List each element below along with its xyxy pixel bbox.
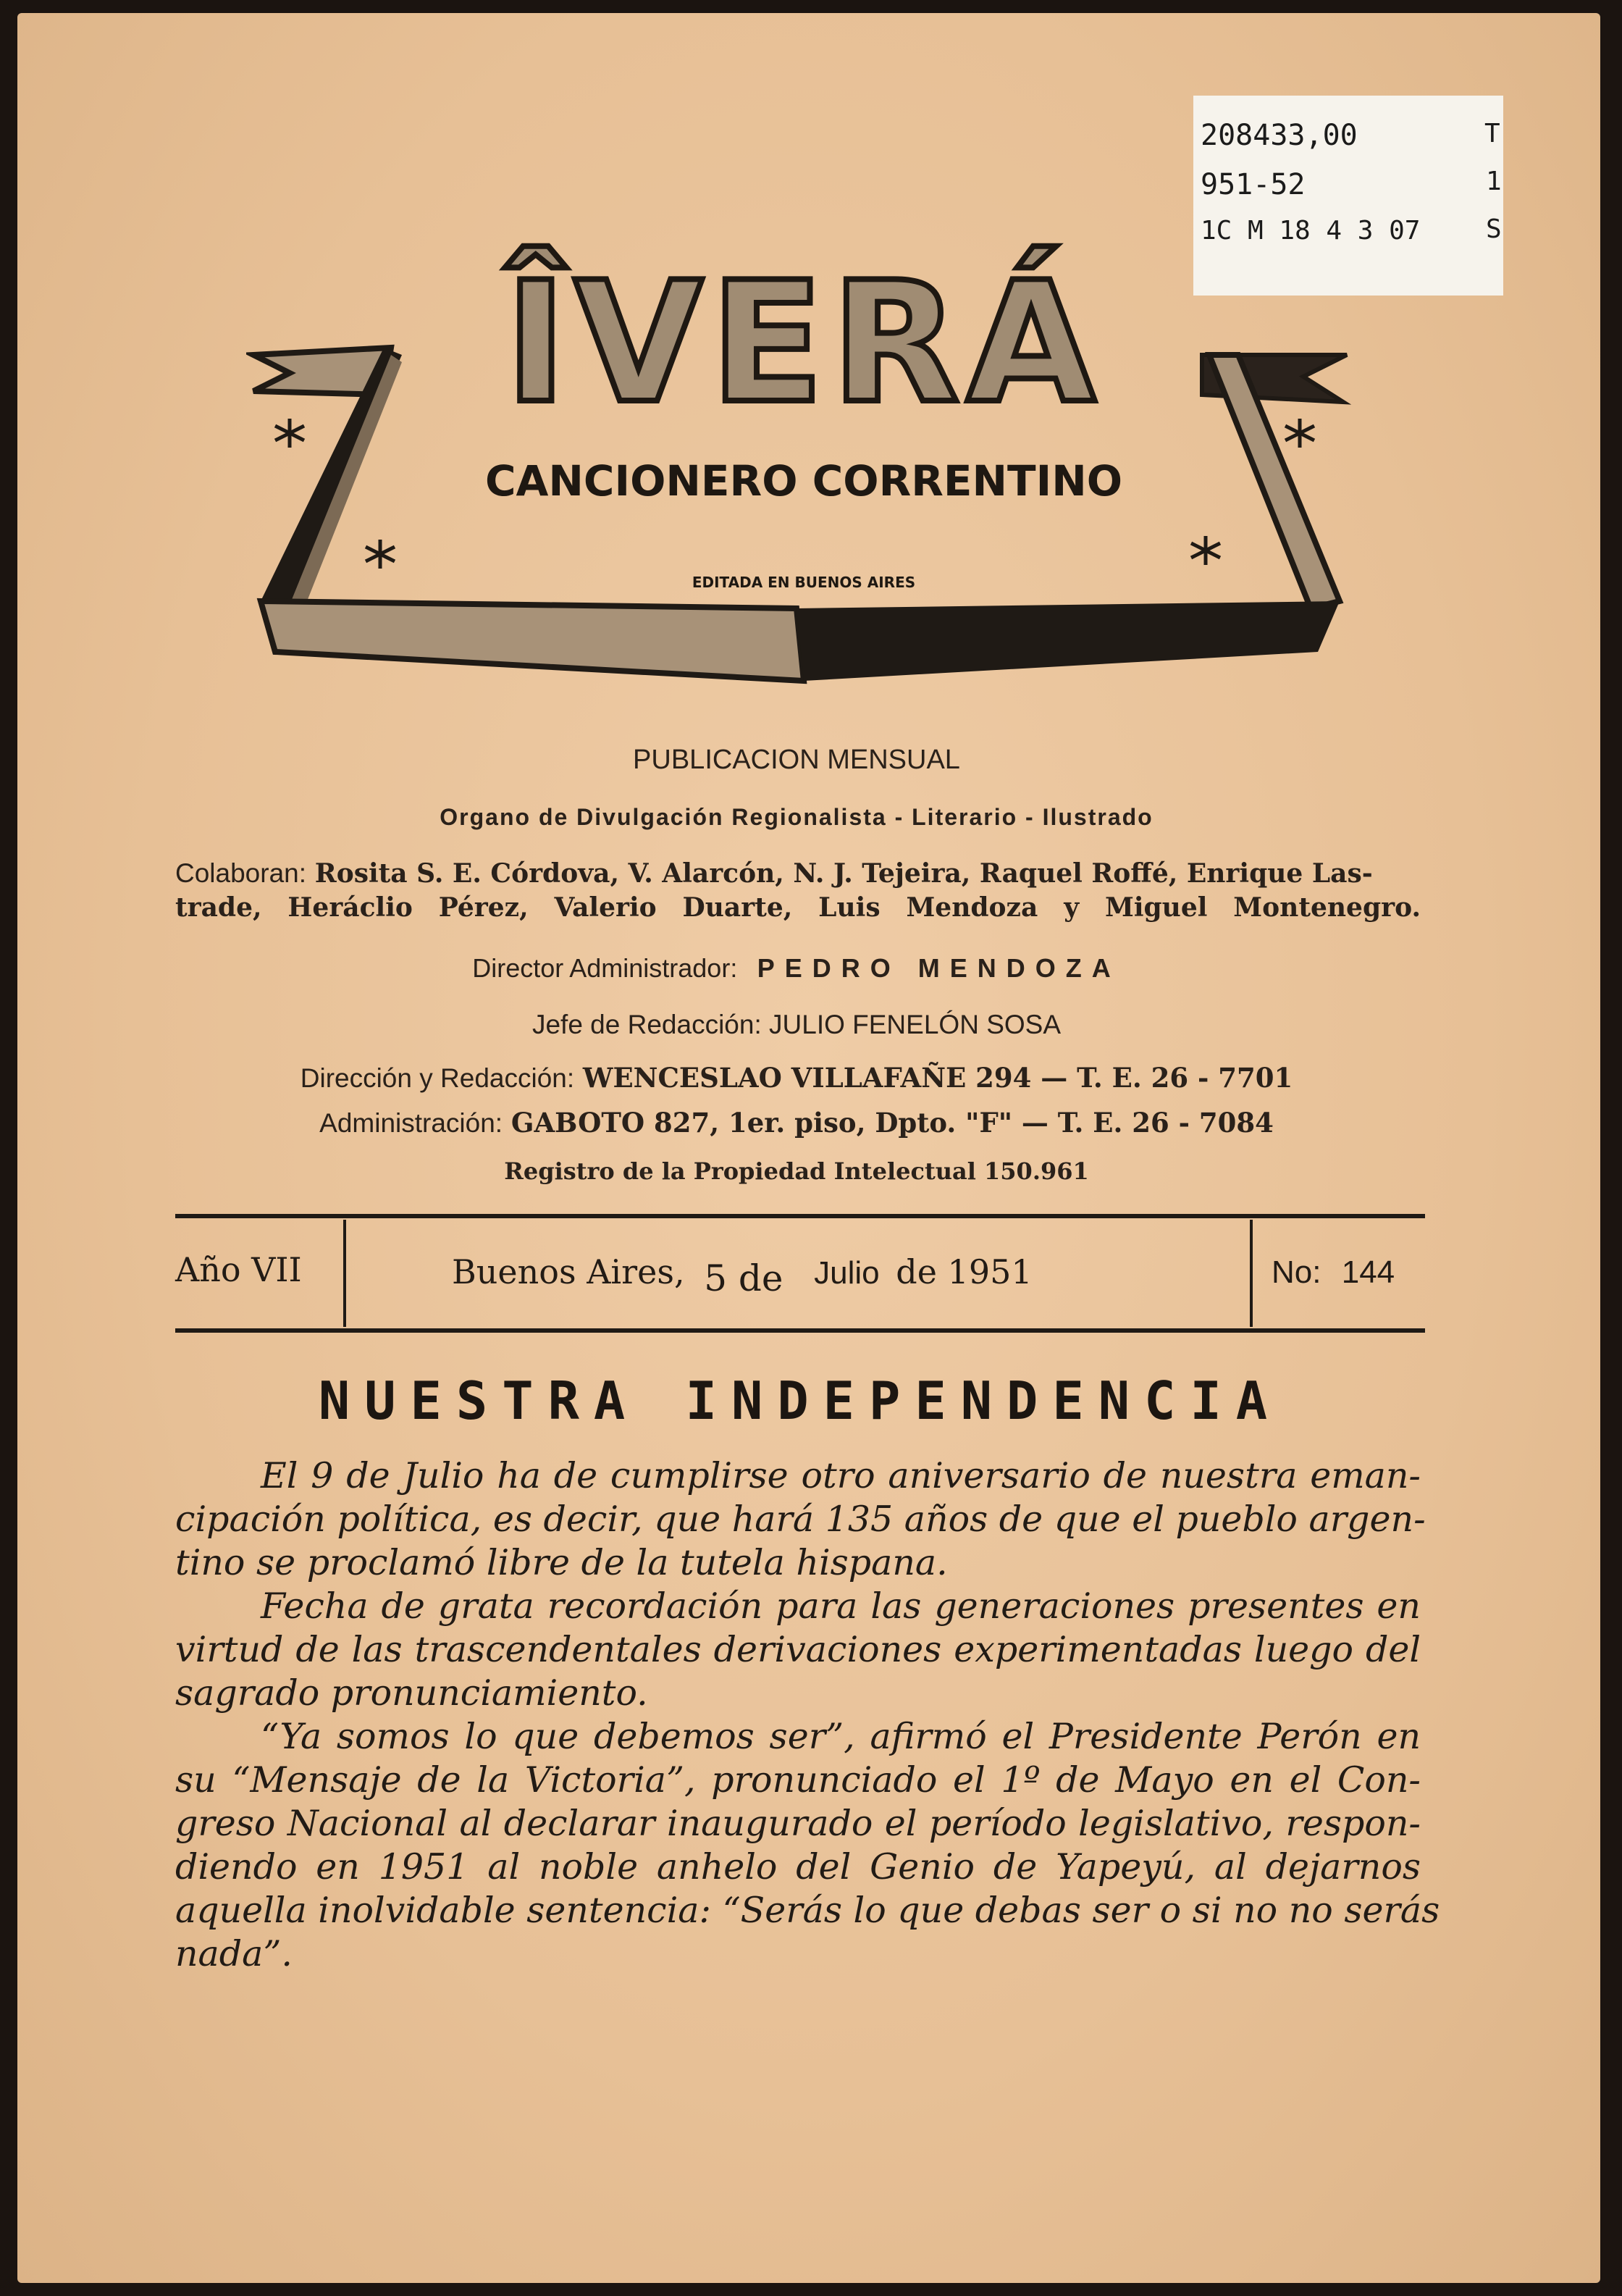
label-edge-char-3: S <box>1486 214 1502 244</box>
issue-bar-bottom-rule <box>175 1328 1425 1333</box>
article-title: NUESTRA INDEPENDENCIA <box>318 1370 1282 1431</box>
article-line: su “Mensaje de la Victoria”, pronunciado el 1º de Mayo en el Con- <box>175 1759 1421 1801</box>
address-value: WENCESLAO VILLAFAÑE 294 — T. E. 26 - 7701 <box>582 1062 1293 1094</box>
article-line: nada”. <box>175 1933 293 1974</box>
article-line: aquella inolvidable sentencia: “Serás lo que debas ser o si no no serás <box>175 1890 1440 1931</box>
article-line: cipación política, es decir, que hará 135 años de que el pueblo argen- <box>175 1499 1426 1540</box>
administration-value: GABOTO 827, 1er. piso, Dpto. "F" — T. E. 26 - 7084 <box>510 1107 1274 1139</box>
administration-label: Administración: <box>319 1108 503 1138</box>
issue-place: Buenos Aires, <box>452 1252 685 1291</box>
label-edge-char-1: T <box>1484 119 1500 148</box>
magazine-title: ÎVERÁ <box>505 247 1103 440</box>
issue-year: Año VII <box>175 1250 302 1289</box>
collaborators-label: Colaboran: <box>175 858 307 888</box>
article-line: sagrado pronunciamiento. <box>175 1672 648 1714</box>
catalog-years: 951-52 <box>1201 168 1306 201</box>
registry-line: Registro de la Propiedad Intelectual 150.961 <box>504 1157 1089 1185</box>
director-name: PEDRO MENDOZA <box>757 953 1121 983</box>
issue-bar-top-rule <box>175 1214 1425 1218</box>
issue-bar-divider-right <box>1250 1220 1253 1327</box>
issue-bar <box>175 1214 1425 1337</box>
magazine-subtitle: CANCIONERO CORRENTINO <box>484 456 1123 506</box>
article-line: Fecha de grata recordación para las generaciones presentes en <box>261 1585 1421 1627</box>
label-edge-char-2: 1 <box>1486 167 1502 196</box>
issue-number: 144 <box>1341 1254 1395 1290</box>
masthead <box>246 246 1361 710</box>
issue-number-label: No: <box>1272 1254 1321 1290</box>
issue-year-date: de 1951 <box>896 1252 1033 1291</box>
collaborators-line-1 <box>175 858 1421 889</box>
issue-month: Julio <box>814 1255 880 1291</box>
article-line: greso Nacional al declarar inaugurado el período legislativo, respon- <box>175 1803 1421 1844</box>
issue-number-group <box>1272 1254 1395 1291</box>
article-line: “Ya somos lo que debemos ser”, afirmó el Presidente Perón en <box>261 1716 1421 1757</box>
administration-line <box>174 1107 1419 1139</box>
article-line: diendo en 1951 al noble anhelo del Genio de Yapeyú, al dejarnos <box>175 1846 1421 1888</box>
collaborators-names-1: Rosita S. E. Córdova, V. Alarcón, N. J. Tejeira, Raquel Roffé, Enrique Las- <box>314 858 1373 889</box>
article-line: virtud de las trascendentales derivaciones experimentadas luego del <box>175 1629 1421 1670</box>
article-line: El 9 de Julio ha de cumplirse otro aniversario de nuestra eman- <box>261 1455 1421 1496</box>
catalog-shelf-code: 1C M 18 4 3 07 <box>1201 216 1421 246</box>
editor-name: JULIO FENELÓN SOSA <box>769 1010 1062 1039</box>
address-line <box>174 1062 1419 1094</box>
publication-frequency: PUBLICACION MENSUAL <box>633 745 960 775</box>
editor-line <box>174 1010 1419 1040</box>
address-label: Dirección y Redacción: <box>300 1063 575 1093</box>
director-line <box>174 953 1419 984</box>
issue-day: 5 de <box>704 1257 783 1299</box>
editor-label: Jefe de Redacción: <box>531 1010 762 1039</box>
publication-organ: Organo de Divulgación Regionalista - Literario - Ilustrado <box>440 804 1154 830</box>
edition-note: EDITADA EN BUENOS AIRES <box>692 574 916 591</box>
issue-date <box>452 1250 1033 1299</box>
catalog-number: 208433,00 <box>1201 119 1358 152</box>
director-label: Director Administrador: <box>472 953 738 983</box>
issue-bar-divider-left <box>343 1220 346 1327</box>
collaborators-names-2: trade, Heráclio Pérez, Valerio Duarte, Luis Mendoza y Miguel Montenegro. <box>175 892 1421 923</box>
article-line: tino se proclamó libre de la tutela hispana. <box>175 1542 948 1583</box>
